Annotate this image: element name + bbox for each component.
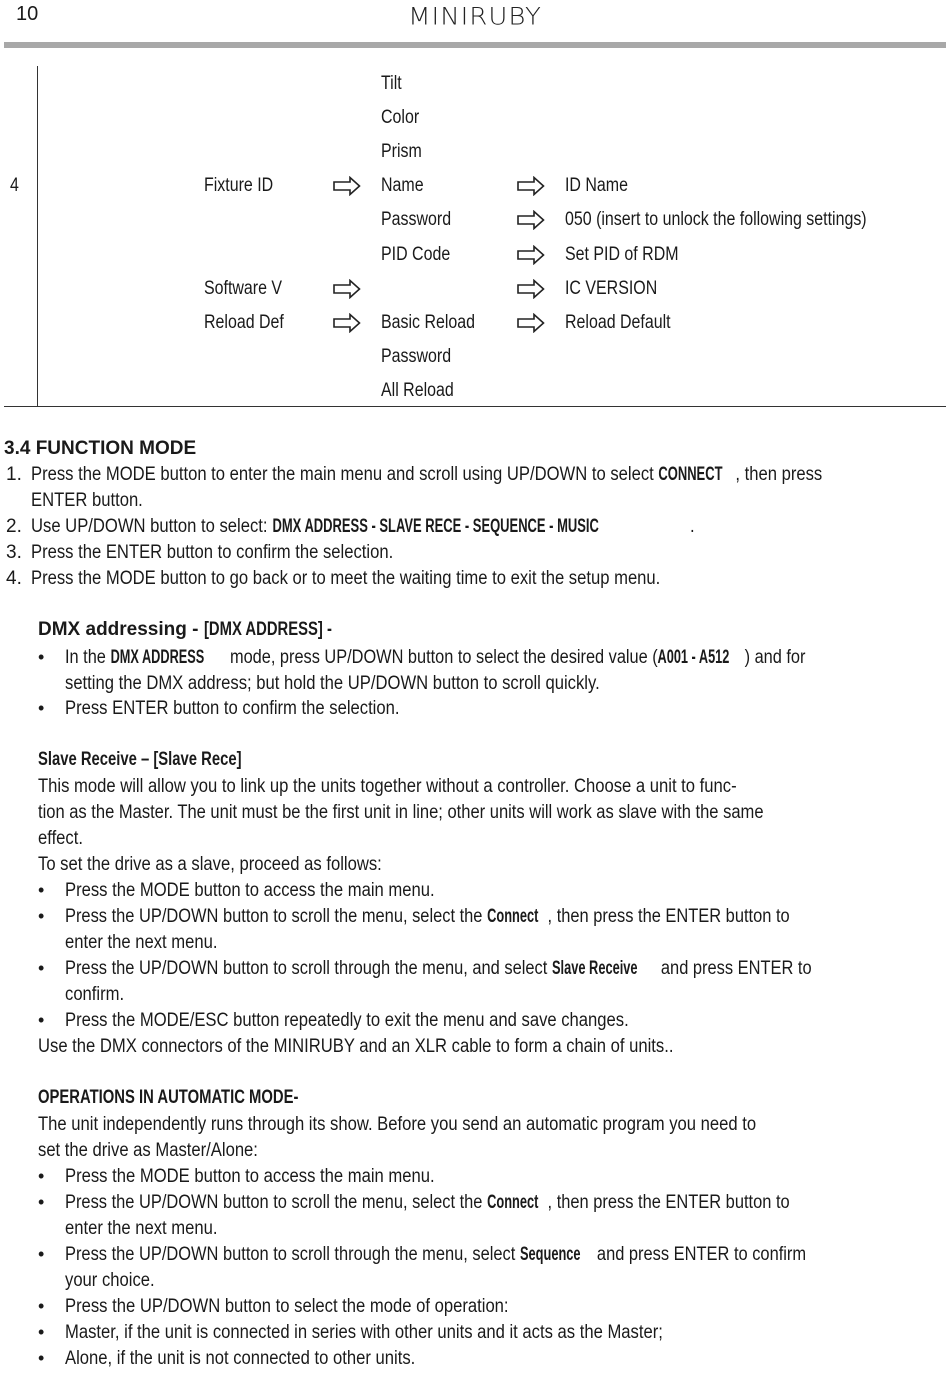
slave-bullet-1: Press the MODE button to access the main menu. bbox=[65, 880, 435, 901]
page-number: 10 bbox=[16, 3, 39, 25]
submenu-tilt: Tilt bbox=[381, 73, 402, 94]
slave-paragraph-line4: To set the drive as a slave, proceed as follows: bbox=[38, 854, 382, 875]
slave-bullet-3-line2: confirm. bbox=[65, 984, 125, 1005]
submenu-password: Password bbox=[381, 209, 452, 230]
auto-bullet-3-line2: your choice. bbox=[65, 1270, 155, 1291]
dmx-bullet-1-line2: setting the DMX address; but hold the UP/DOWN button to scroll quickly. bbox=[65, 673, 600, 694]
submenu-basic-reload: Basic Reload bbox=[381, 312, 476, 333]
dmx-bullet-2: Press ENTER button to confirm the selection. bbox=[65, 698, 400, 719]
slave-paragraph-line3: effect. bbox=[38, 828, 83, 849]
menu-software-v: Software V bbox=[204, 278, 283, 299]
menu-fixture-id: Fixture ID bbox=[204, 175, 274, 196]
step-2-text: Use UP/DOWN button to select: DMX ADDRESS - SLAVE RECE - SEQUENCE - MUSIC . bbox=[31, 516, 695, 537]
brand-logo: MINIRUBY bbox=[408, 3, 542, 31]
slave-paragraph-line1: This mode will allow you to link up the units together without a controller. Choose a unit to func- bbox=[38, 776, 737, 797]
hollow-right-arrow-icon bbox=[517, 176, 545, 196]
step-1-text: Press the MODE button to enter the main menu and scroll using UP/DOWN to select CONNECT , then press bbox=[31, 464, 823, 485]
auto-paragraph-line2: set the drive as Master/Alone: bbox=[38, 1140, 258, 1161]
menu-reload-def: Reload Def bbox=[204, 312, 284, 333]
hollow-right-arrow-icon bbox=[333, 176, 361, 196]
auto-bullet-1: Press the MODE button to access the main menu. bbox=[65, 1166, 435, 1187]
slave-closing-paragraph: Use the DMX connectors of the MINIRUBY and an XLR cable to form a chain of units.. bbox=[38, 1036, 674, 1057]
step-number: 1. bbox=[6, 464, 22, 485]
slave-bullet-2: Press the UP/DOWN button to scroll the menu, select the Connect , then press the ENTER button to bbox=[65, 906, 790, 927]
auto-bullet-3: Press the UP/DOWN button to scroll through the menu, select Sequence and press ENTER to confirm bbox=[65, 1244, 807, 1265]
auto-bullet-2-line2: enter the next menu. bbox=[65, 1218, 218, 1239]
hollow-right-arrow-icon bbox=[517, 313, 545, 333]
bullet: • bbox=[38, 1348, 45, 1368]
step-number: 2. bbox=[6, 516, 22, 537]
bullet: • bbox=[38, 1166, 45, 1186]
table-divider-vertical bbox=[37, 66, 38, 407]
bullet: • bbox=[38, 1244, 45, 1264]
step-number: 4. bbox=[6, 568, 22, 589]
bullet: • bbox=[38, 647, 45, 667]
bullet: • bbox=[38, 1010, 45, 1030]
bullet: • bbox=[38, 1192, 45, 1212]
subheading-dmx-addressing: DMX addressing - [DMX ADDRESS] - bbox=[38, 619, 332, 640]
auto-bullet-2: Press the UP/DOWN button to scroll the menu, select the Connect , then press the ENTER button to bbox=[65, 1192, 790, 1213]
submenu-prism: Prism bbox=[381, 141, 422, 162]
submenu-password-2: Password bbox=[381, 346, 452, 367]
subheading-slave-receive: Slave Receive – [Slave Rece] bbox=[38, 749, 242, 770]
dmx-bullet-1: In the DMX ADDRESS mode, press UP/DOWN button to select the desired value (A001 - A512 ) and for bbox=[65, 647, 806, 668]
hollow-right-arrow-icon bbox=[517, 279, 545, 299]
slave-paragraph-line2: tion as the Master. The unit must be the first unit in line; other units will work as slave with the same bbox=[38, 802, 764, 823]
header-rule bbox=[4, 42, 946, 48]
submenu-color: Color bbox=[381, 107, 420, 128]
auto-bullet-5: Master, if the unit is connected in series with other units and it acts as the Master; bbox=[65, 1322, 663, 1343]
submenu-name: Name bbox=[381, 175, 424, 196]
value-id-name: ID Name bbox=[565, 175, 628, 196]
table-divider-horizontal bbox=[4, 406, 946, 407]
bullet: • bbox=[38, 958, 45, 978]
bullet: • bbox=[38, 906, 45, 926]
auto-paragraph-line1: The unit independently runs through its show. Before you send an automatic program you need to bbox=[38, 1114, 757, 1135]
section-title-function-mode: 3.4 FUNCTION MODE bbox=[4, 438, 197, 459]
value-set-pid: Set PID of RDM bbox=[565, 244, 679, 265]
hollow-right-arrow-icon bbox=[333, 313, 361, 333]
slave-bullet-4: Press the MODE/ESC button repeatedly to exit the menu and save changes. bbox=[65, 1010, 629, 1031]
submenu-all-reload: All Reload bbox=[381, 380, 454, 401]
submenu-pid-code: PID Code bbox=[381, 244, 451, 265]
table-row-number: 4 bbox=[10, 175, 19, 196]
bullet: • bbox=[38, 880, 45, 900]
slave-bullet-2-line2: enter the next menu. bbox=[65, 932, 218, 953]
value-ic-version: IC VERSION bbox=[565, 278, 658, 299]
auto-bullet-6: Alone, if the unit is not connected to other units. bbox=[65, 1348, 416, 1369]
hollow-right-arrow-icon bbox=[333, 279, 361, 299]
bullet: • bbox=[38, 698, 45, 718]
value-password-code: 050 (insert to unlock the following settings) bbox=[565, 209, 867, 230]
step-number: 3. bbox=[6, 542, 22, 563]
hollow-right-arrow-icon bbox=[517, 210, 545, 230]
step-1-text-line2: ENTER button. bbox=[31, 490, 143, 511]
step-3-text: Press the ENTER button to confirm the selection. bbox=[31, 542, 394, 563]
value-reload-default: Reload Default bbox=[565, 312, 671, 333]
step-4-text: Press the MODE button to go back or to meet the waiting time to exit the setup menu. bbox=[31, 568, 661, 589]
slave-bullet-3: Press the UP/DOWN button to scroll through the menu, and select Slave Receive and press ENTER to bbox=[65, 958, 812, 979]
auto-bullet-4: Press the UP/DOWN button to select the mode of operation: bbox=[65, 1296, 509, 1317]
hollow-right-arrow-icon bbox=[517, 245, 545, 265]
bullet: • bbox=[38, 1322, 45, 1342]
bullet: • bbox=[38, 1296, 45, 1316]
subheading-automatic-mode: OPERATIONS IN AUTOMATIC MODE- bbox=[38, 1087, 299, 1108]
